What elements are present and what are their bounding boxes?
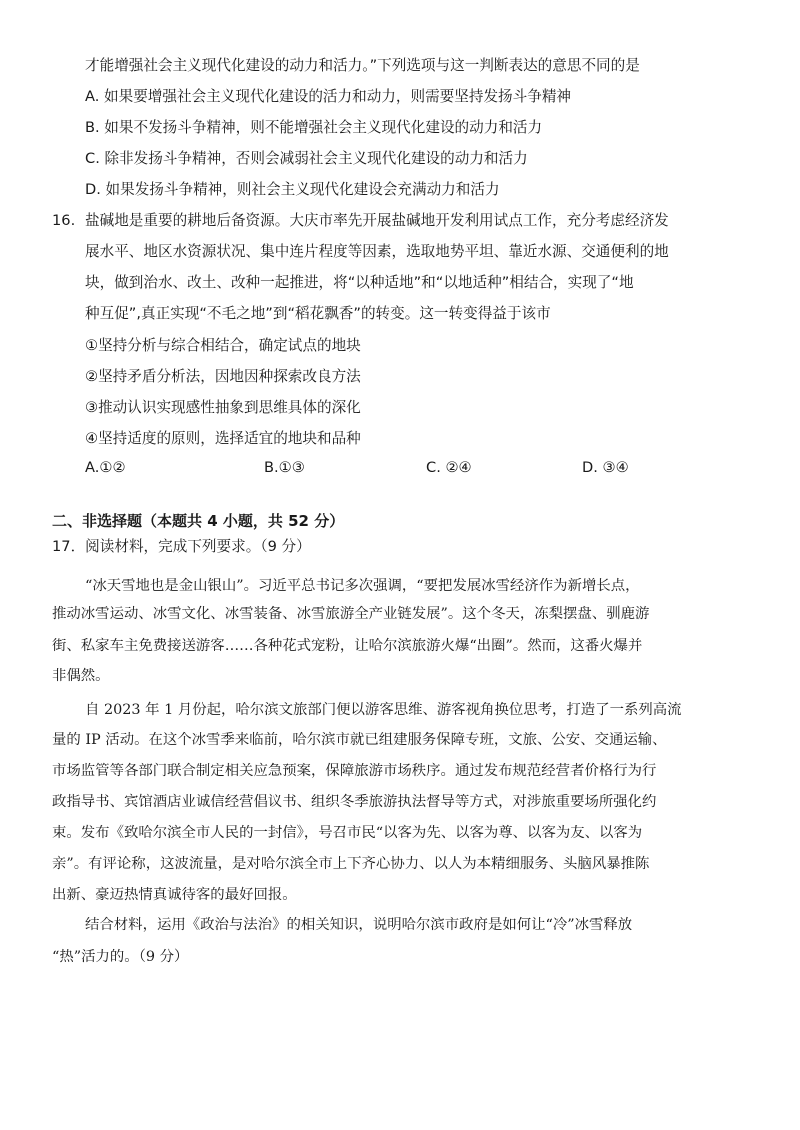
q17-para2-line-5: 束。发布《致哈尔滨全市人民的一封信》，号召市民“以客为先、以客为尊、以客为友、以客为 xyxy=(52,825,643,841)
q17-para2-line-3: 市场监管等各部门联合制定相关应急预案，保障旅游市场秩序。通过发布规范经营者价格行为行 xyxy=(52,763,657,779)
q17-para2-line-7: 出新、豪迈热情真诚待客的最好回报。 xyxy=(52,887,297,903)
q16-stem-line-3: 块，做到治水、改土、改种一起推进，将“以种适地”和“以地适种”相结合，实现了“地 xyxy=(85,274,634,291)
q15-option-a: A. 如果要增强社会主义现代化建设的活力和动力，则需要坚持发扬斗争精神 xyxy=(85,88,572,105)
q15-option-b: B. 如果不发扬斗争精神，则不能增强社会主义现代化建设的动力和活力 xyxy=(85,119,543,136)
q15-stem-end: 才能增强社会主义现代化建设的动力和活力。”下列选项与这一判断表达的意思不同的是 xyxy=(85,57,640,74)
q16-item-2: ②坚持矛盾分析法，因地因种探索改良方法 xyxy=(85,368,361,385)
q16-item-1: ①坚持分析与综合相结合，确定试点的地块 xyxy=(85,337,361,354)
q17-header: 17．阅读材料，完成下列要求。（9 分） xyxy=(52,538,311,555)
q17-para1-line-1: “冰天雪地也是金山银山”。习近平总书记多次强调，“要把发展冰雪经济作为新增长点， xyxy=(85,578,640,594)
q17-para2-line-1: 自 2023 年 1 月份起，哈尔滨文旅部门便以游客思维、游客视角换位思考，打造了一系列高流 xyxy=(85,702,682,718)
q17-question-line-1: 结合材料，运用《政治与法治》的相关知识，说明哈尔滨市政府是如何让“冷”冰雪释放 xyxy=(85,917,633,933)
section-title: 二、非选择题（本题共 4 小题，共 52 分） xyxy=(52,512,345,530)
q16-stem-line-4: 种互促”,真正实现“不毛之地”到“稻花飘香”的转变。这一转变得益于该市 xyxy=(85,305,551,322)
q16-number: 16. xyxy=(52,212,76,229)
q16-choice-c: C. ②④ xyxy=(426,459,472,476)
q17-para2-line-4: 政指导书、宾馆酒店业诚信经营倡议书、组织冬季旅游执法督导等方式，对涉旅重要场所强化约 xyxy=(52,794,657,810)
q16-item-3: ③推动认识实现感性抽象到思维具体的深化 xyxy=(85,399,361,416)
q16-stem-line-2: 展水平、地区水资源状况、集中连片程度等因素，选取地势平坦、靠近水源、交通便利的地 xyxy=(85,243,669,260)
q16-item-4: ④坚持适度的原则，选择适宜的地块和品种 xyxy=(85,430,361,447)
q16-choice-d: D. ③④ xyxy=(582,459,629,476)
q17-question-line-2: “热”活力的。（9 分） xyxy=(52,949,189,965)
q17-para1-line-4: 非偶然。 xyxy=(52,668,110,684)
q16-choice-a: A.①② xyxy=(85,459,126,476)
q17-para2-line-2: 量的 IP 活动。在这个冰雪季来临前，哈尔滨市就已组建服务保障专班，文旅、公安、交通运输、 xyxy=(52,732,667,748)
q17-para1-line-2: 推动冰雪运动、冰雪文化、冰雪装备、冰雪旅游全产业链发展”。这个冬天，冻梨摆盘、驯鹿游 xyxy=(52,606,650,622)
q17-para2-line-6: 亲”。有评论称，这波流量，是对哈尔滨全市上下齐心协力、以人为本精细服务、头脑风暴推陈 xyxy=(52,856,650,872)
q15-option-d: D. 如果发扬斗争精神，则社会主义现代化建设会充满动力和活力 xyxy=(85,181,500,198)
q15-option-c: C. 除非发扬斗争精神，否则会减弱社会主义现代化建设的动力和活力 xyxy=(85,150,528,167)
q17-para1-line-3: 街、私家车主免费接送游客……各种花式宠粉，让哈尔滨旅游火爆“出圈”。然而，这番火爆并 xyxy=(52,638,643,654)
q16-stem-line-1: 盐碱地是重要的耕地后备资源。大庆市率先开展盐碱地开发利用试点工作，充分考虑经济发 xyxy=(85,212,669,229)
q16-choice-b: B.①③ xyxy=(264,459,305,476)
